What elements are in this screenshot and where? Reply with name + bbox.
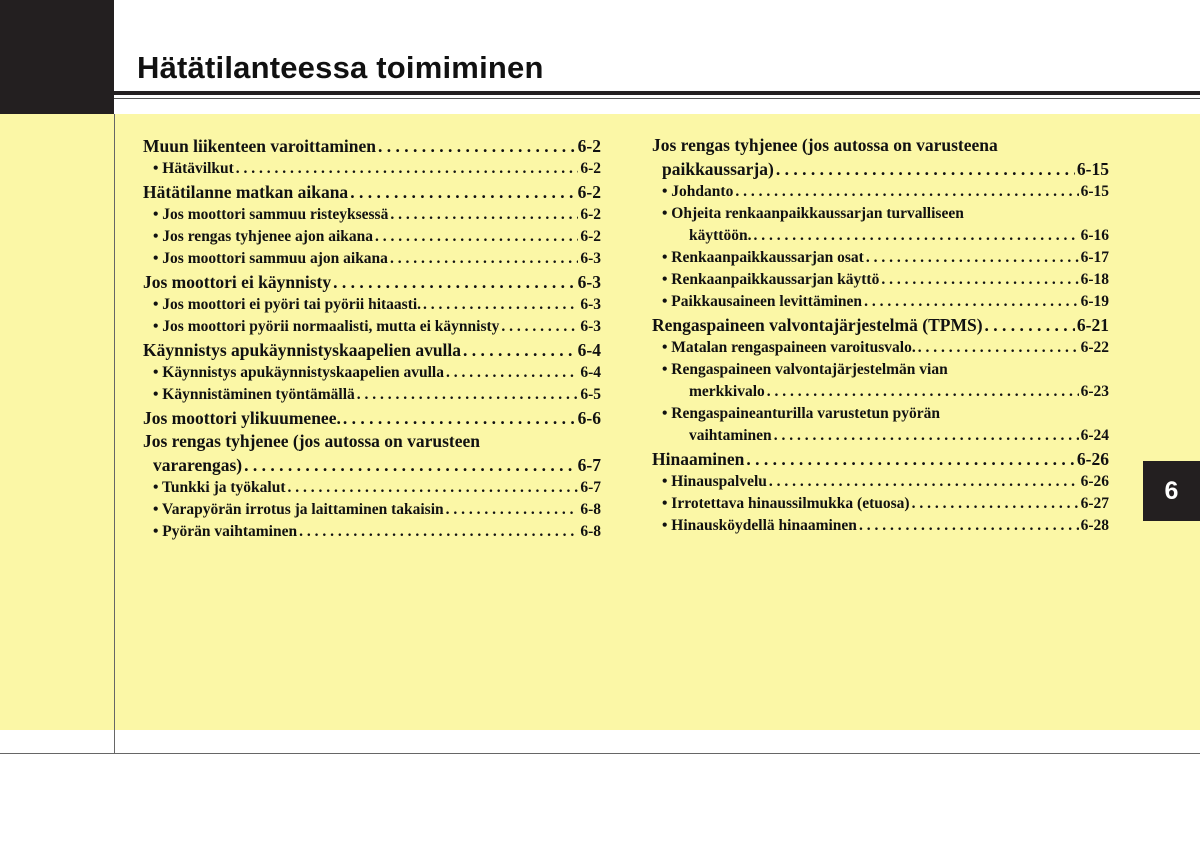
toc-page-number: 6-3	[580, 296, 601, 313]
dot-leader	[463, 338, 576, 362]
toc-entry[interactable]	[143, 180, 601, 204]
toc-entry-label: Jos rengas tyhjenee (jos autossa on varusteena	[652, 135, 998, 155]
toc-entry-label: • Rengaspaineanturilla varustetun pyörän	[662, 405, 941, 422]
dot-leader	[350, 180, 575, 204]
toc-entry[interactable]	[143, 248, 601, 270]
title-thin-rule	[114, 98, 1200, 99]
toc-entry-label: • Irrotettava hinaussilmukka (etuosa)	[662, 495, 910, 512]
toc-entry-label: Muun liikenteen varoittaminen	[143, 136, 377, 156]
toc-entry-label: • Tunkki ja työkalut	[153, 479, 286, 496]
toc-page-number: 6-26	[1076, 449, 1109, 469]
toc-page-number: 6-24	[1080, 427, 1109, 444]
toc-entry[interactable]	[143, 384, 601, 406]
toc-page-number: 6-4	[580, 364, 601, 381]
toc-entry[interactable]	[652, 225, 1109, 247]
toc-entry-label: Hinaaminen	[652, 449, 745, 469]
toc-page-number: 6-15	[1080, 183, 1109, 200]
toc-entry[interactable]	[143, 270, 601, 294]
toc-page-number: 6-19	[1080, 293, 1109, 310]
toc-entry-label: • Renkaanpaikkaussarjan käyttö	[662, 271, 880, 288]
dot-leader	[423, 294, 578, 316]
toc-right-column	[652, 134, 1109, 537]
toc-page-number: 6-15	[1076, 159, 1109, 179]
toc-entry[interactable]	[652, 269, 1109, 291]
toc-entry[interactable]	[652, 291, 1109, 313]
title-rule	[114, 91, 1200, 95]
toc-page-number: 6-5	[580, 386, 601, 403]
dot-leader	[776, 157, 1075, 181]
toc-entry[interactable]	[143, 226, 601, 248]
toc-entry[interactable]	[143, 477, 601, 499]
toc-entry-label: vaihtaminen	[689, 427, 772, 444]
toc-entry-label: • Matalan rengaspaineen varoitusvalo.	[662, 339, 916, 356]
dot-leader	[864, 291, 1079, 313]
toc-entry-label: • Hinauspalvelu	[662, 473, 767, 490]
toc-entry-label: Jos rengas tyhjenee (jos autossa on varusteen	[143, 431, 481, 451]
toc-entry-label: merkkivalo	[689, 383, 765, 400]
toc-entry-label: • Hätävilkut	[153, 160, 234, 177]
toc-page-number: 6-2	[577, 136, 601, 156]
dot-leader	[746, 447, 1075, 471]
toc-page-number: 6-8	[580, 523, 601, 540]
dot-leader	[985, 313, 1075, 337]
toc-entry[interactable]	[652, 493, 1109, 515]
toc-entry[interactable]	[652, 181, 1109, 203]
toc-page-number: 6-8	[580, 501, 601, 518]
toc-entry-label: • Jos moottori sammuu ajon aikana	[153, 250, 388, 267]
chapter-tab[interactable]: 6	[1143, 461, 1200, 521]
toc-entry-label: Rengaspaineen valvontajärjestelmä (TPMS)	[652, 315, 983, 335]
toc-entry-label: paikkaussarja)	[662, 159, 774, 179]
toc-entry[interactable]	[652, 247, 1109, 269]
toc-page-number: 6-17	[1080, 249, 1109, 266]
dot-leader	[343, 406, 576, 430]
dot-leader	[446, 362, 578, 384]
toc-entry[interactable]	[143, 316, 601, 338]
toc-entry[interactable]	[143, 453, 601, 477]
toc-entry-label: • Hinausköydellä hinaaminen	[662, 517, 857, 534]
toc-entry-label: Käynnistys apukäynnistyskaapelien avulla	[143, 340, 462, 360]
toc-page-number: 6-3	[580, 250, 601, 267]
toc-page-number: 6-22	[1080, 339, 1109, 356]
page-title: Hätätilanteessa toimiminen	[137, 50, 544, 85]
toc-page-number: 6-4	[577, 340, 601, 360]
toc-entry[interactable]	[143, 204, 601, 226]
toc-entry-label: • Jos moottori pyörii normaalisti, mutta ei käynnisty	[153, 318, 500, 335]
toc-entry[interactable]	[143, 158, 601, 180]
toc-page-number: 6-3	[580, 318, 601, 335]
dot-leader	[390, 204, 578, 226]
toc-entry-label: käyttöön.	[689, 227, 752, 244]
toc-entry[interactable]	[652, 515, 1109, 537]
corner-block	[0, 0, 114, 114]
toc-entry[interactable]	[143, 134, 601, 158]
toc-entry-label: • Käynnistäminen työntämällä	[153, 386, 355, 403]
toc-entry[interactable]	[652, 425, 1109, 447]
toc-entry[interactable]	[652, 447, 1109, 471]
dot-leader	[859, 515, 1079, 537]
toc-entry-label: vararengas)	[153, 455, 243, 475]
dot-leader	[769, 471, 1079, 493]
toc-page-number: 6-2	[580, 206, 601, 223]
dot-leader	[866, 247, 1079, 269]
toc-entry[interactable]	[652, 337, 1109, 359]
dot-leader	[236, 158, 579, 180]
toc-entry-label: • Johdanto	[662, 183, 734, 200]
toc-page-number: 6-16	[1080, 227, 1109, 244]
toc-entry[interactable]	[652, 471, 1109, 493]
toc-entry[interactable]	[652, 157, 1109, 181]
dot-leader	[881, 269, 1078, 291]
left-margin-rule	[114, 114, 115, 754]
toc-page-number: 6-7	[577, 455, 601, 475]
toc-entry-label: • Jos moottori ei pyöri tai pyörii hitaasti.	[153, 296, 422, 313]
dot-leader	[299, 521, 578, 543]
toc-entry[interactable]	[143, 294, 601, 316]
toc-page-number: 6-2	[577, 182, 601, 202]
toc-page-number: 6-27	[1080, 495, 1109, 512]
toc-page-number: 6-23	[1080, 383, 1109, 400]
toc-entry-label: • Rengaspaineen valvontajärjestelmän vian	[662, 361, 948, 378]
toc-entry[interactable]	[143, 521, 601, 543]
dot-leader	[244, 453, 576, 477]
dot-leader	[767, 381, 1079, 403]
toc-page-number: 6-21	[1076, 315, 1109, 335]
dot-leader	[357, 384, 579, 406]
toc-page-number: 6-2	[580, 160, 601, 177]
toc-entry[interactable]	[143, 338, 601, 362]
dot-leader	[753, 225, 1078, 247]
toc-entry[interactable]	[652, 313, 1109, 337]
toc-entry[interactable]	[143, 362, 601, 384]
dot-leader	[735, 181, 1078, 203]
toc-entry-label: • Jos moottori sammuu risteyksessä	[153, 206, 389, 223]
dot-leader	[774, 425, 1079, 447]
bottom-rule	[0, 753, 1200, 754]
dot-leader	[446, 499, 579, 521]
toc-entry[interactable]	[143, 499, 601, 521]
toc-entry-label: • Ohjeita renkaanpaikkaussarjan turvalliseen	[662, 205, 964, 222]
toc-page-number: 6-28	[1080, 517, 1109, 534]
toc-page-number: 6-2	[580, 228, 601, 245]
dot-leader	[378, 134, 576, 158]
dot-leader	[501, 316, 578, 338]
dot-leader	[912, 493, 1079, 515]
toc-entry-label: • Paikkausaineen levittäminen	[662, 293, 863, 310]
toc-page-number: 6-3	[577, 272, 601, 292]
dot-leader	[288, 477, 579, 499]
toc-entry-label: Jos moottori ei käynnisty	[143, 272, 332, 292]
dot-leader	[333, 270, 576, 294]
toc-entry-label: • Pyörän vaihtaminen	[153, 523, 298, 540]
toc-left-column	[143, 134, 601, 543]
toc-entry-label: Hätätilanne matkan aikana	[143, 182, 349, 202]
toc-entry-label: • Varapyörän irrotus ja laittaminen takaisin	[153, 501, 444, 518]
toc-entry-label: Jos moottori ylikuumenee.	[143, 408, 341, 428]
dot-leader	[390, 248, 578, 270]
toc-entry-label: • Renkaanpaikkaussarjan osat	[662, 249, 864, 266]
dot-leader	[918, 337, 1079, 359]
toc-entry-label: • Käynnistys apukäynnistyskaapelien avulla	[153, 364, 444, 381]
toc-page-number: 6-26	[1080, 473, 1109, 490]
toc-page-number: 6-7	[580, 479, 601, 496]
toc-page-number: 6-6	[577, 408, 601, 428]
dot-leader	[375, 226, 578, 248]
toc-entry-label: • Jos rengas tyhjenee ajon aikana	[153, 228, 373, 245]
toc-entry[interactable]	[652, 381, 1109, 403]
toc-page-number: 6-18	[1080, 271, 1109, 288]
toc-entry[interactable]	[143, 406, 601, 430]
